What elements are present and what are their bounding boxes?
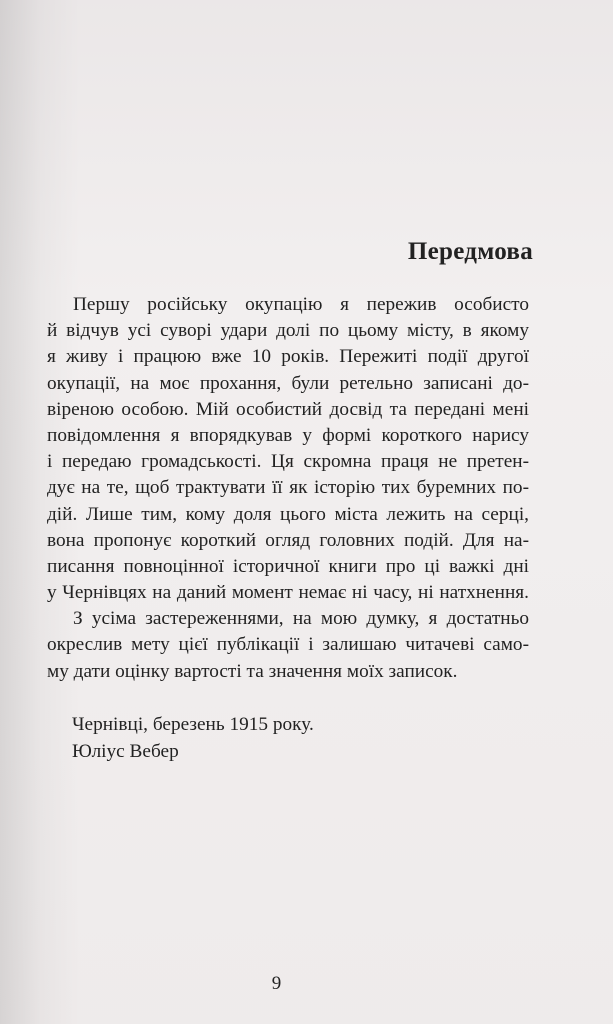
text-line: у Чернівцях на даний момент немає ні часу, ні натхнення. bbox=[47, 582, 529, 604]
text-line: писання повноцінної історичної книги про ці важкі дні bbox=[47, 555, 529, 577]
text-line: і передаю громадськості. Ця скромна праця не претен- bbox=[47, 451, 529, 473]
text-line: й відчув усі суворі удари долі по цьому місту, в якому bbox=[47, 320, 529, 342]
text-line: я живу і працюю вже 10 років. Пережиті події другої bbox=[47, 346, 529, 368]
text-line: окупації, на моє прохання, були ретельно записані до- bbox=[47, 372, 529, 394]
page-number: 9 bbox=[271, 973, 282, 994]
signature-author: Юліус Вебер bbox=[72, 740, 179, 762]
text-line: дує на те, щоб трактувати її як історію тих буремних по- bbox=[47, 477, 529, 499]
text-line: Першу російську окупацію я пережив особисто bbox=[73, 294, 529, 315]
text-line: віреною особою. Мій особистий досвід та передані мені bbox=[47, 398, 529, 420]
body-text bbox=[47, 292, 529, 685]
page-heading: Передмова bbox=[407, 238, 533, 265]
text-line: дій. Лише тим, кому доля цього міста лежить на серці, bbox=[47, 503, 529, 525]
signature-block bbox=[72, 712, 314, 765]
text-line: му дати оцінку вартості та значення моїх записок. bbox=[47, 660, 458, 682]
text-line: окреслив мету цієї публікації і залишаю читачеві само- bbox=[47, 634, 529, 656]
text-line: вона пропонує короткий огляд головних подій. Для на- bbox=[47, 529, 529, 551]
text-line: повідомлення я впорядкував у формі короткого нарису bbox=[47, 424, 529, 446]
signature-place-date: Чернівці, березень 1915 року. bbox=[72, 714, 314, 735]
text-line: З усіма застереженнями, на мою думку, я достатньо bbox=[73, 608, 529, 630]
